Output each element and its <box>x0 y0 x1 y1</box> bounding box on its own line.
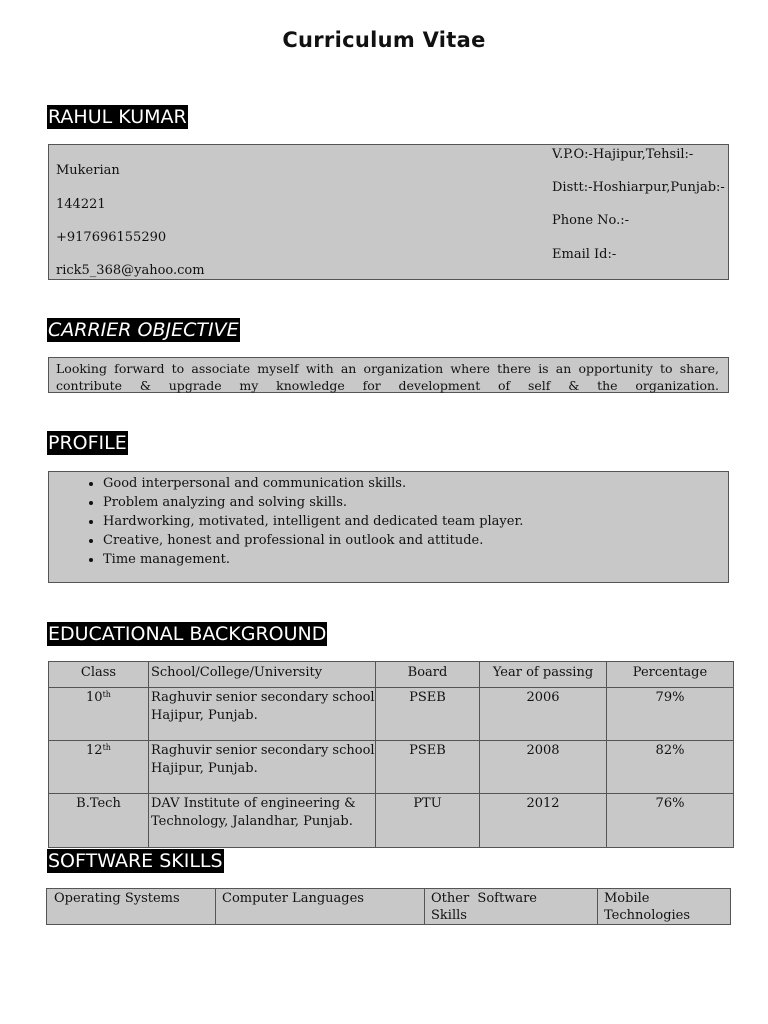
class-value: 12 <box>86 743 103 758</box>
table-row <box>49 741 734 794</box>
table-row <box>49 794 734 848</box>
percentage-cell: 82% <box>607 741 734 794</box>
percentage-cell: 79% <box>607 688 734 741</box>
board-cell: PTU <box>376 794 480 848</box>
class-cell <box>49 794 149 848</box>
software-skills-table <box>46 888 731 925</box>
class-cell <box>49 688 149 741</box>
column-header: Class <box>49 662 149 688</box>
class-suffix: th <box>102 690 111 699</box>
school-cell <box>149 688 376 741</box>
contact-box <box>48 144 729 280</box>
class-cell <box>49 741 149 794</box>
list-item: • Creative, honest and professional in outlook and attitude. <box>103 531 523 550</box>
software-heading: SOFTWARE SKILLS <box>48 850 223 872</box>
objective-heading: CARRIER OBJECTIVE <box>48 319 239 341</box>
phone-label: Phone No.:- <box>552 213 630 228</box>
year-cell: 2006 <box>480 688 607 741</box>
school-line: Technology, Jalandhar, Punjab. <box>151 814 353 829</box>
table-header-row <box>49 662 734 688</box>
year-cell: 2012 <box>480 794 607 848</box>
class-value: 10 <box>86 690 103 705</box>
education-table <box>48 661 734 848</box>
table-row <box>47 889 731 925</box>
address-line: Distt:-Hoshiarpur,Punjab:- <box>552 180 725 195</box>
school-line: DAV Institute of engineering & <box>151 796 356 811</box>
year-cell: 2008 <box>480 741 607 794</box>
objective-box <box>48 357 729 393</box>
profile-list <box>57 474 523 569</box>
email-label: Email Id:- <box>552 247 617 262</box>
column-header: Percentage <box>607 662 734 688</box>
column-header: School/College/University <box>149 662 376 688</box>
list-item: • Good interpersonal and communication skills. <box>103 474 523 493</box>
address-line: V.P.O:-Hajipur,Tehsil:- <box>552 147 694 162</box>
school-line: Raghuvir senior secondary school <box>151 690 375 705</box>
class-suffix: th <box>102 743 111 752</box>
school-cell <box>149 794 376 848</box>
board-cell: PSEB <box>376 688 480 741</box>
operating-systems-cell: Operating Systems <box>47 889 216 925</box>
phone-number: +917696155290 <box>56 230 167 245</box>
class-value: B.Tech <box>76 796 121 811</box>
name-heading: RAHUL KUMAR <box>48 106 187 128</box>
other-software-line: Skills <box>431 908 467 923</box>
document-title: Curriculum Vitae <box>282 28 486 52</box>
profile-box <box>48 471 729 583</box>
school-line: Hajipur, Punjab. <box>151 708 258 723</box>
email-address[interactable]: rick5_368@yahoo.com <box>56 263 205 278</box>
board-cell: PSEB <box>376 741 480 794</box>
mobile-technologies-cell: Mobile Technologies <box>598 889 731 925</box>
other-software-cell <box>425 889 598 925</box>
profile-heading: PROFILE <box>48 432 127 454</box>
pincode: 144221 <box>56 197 106 212</box>
computer-languages-cell: Computer Languages <box>216 889 425 925</box>
list-item: • Time management. <box>103 550 523 569</box>
column-header: Year of passing <box>480 662 607 688</box>
other-software-line: Other Software <box>431 891 537 906</box>
school-cell <box>149 741 376 794</box>
column-header: Board <box>376 662 480 688</box>
school-line: Hajipur, Punjab. <box>151 761 258 776</box>
address-line: Mukerian <box>56 163 120 178</box>
table-row <box>49 688 734 741</box>
list-item: • Hardworking, motivated, intelligent and dedicated team player. <box>103 512 523 531</box>
objective-line: Looking forward to associate myself with an organization where there is an opportunity to share, <box>56 361 719 376</box>
school-line: Raghuvir senior secondary school <box>151 743 375 758</box>
objective-line: contribute & upgrade my knowledge for development of self & the organization. <box>56 378 719 393</box>
objective-text <box>56 360 719 394</box>
percentage-cell: 76% <box>607 794 734 848</box>
list-item: • Problem analyzing and solving skills. <box>103 493 523 512</box>
education-heading: EDUCATIONAL BACKGROUND <box>48 623 327 645</box>
